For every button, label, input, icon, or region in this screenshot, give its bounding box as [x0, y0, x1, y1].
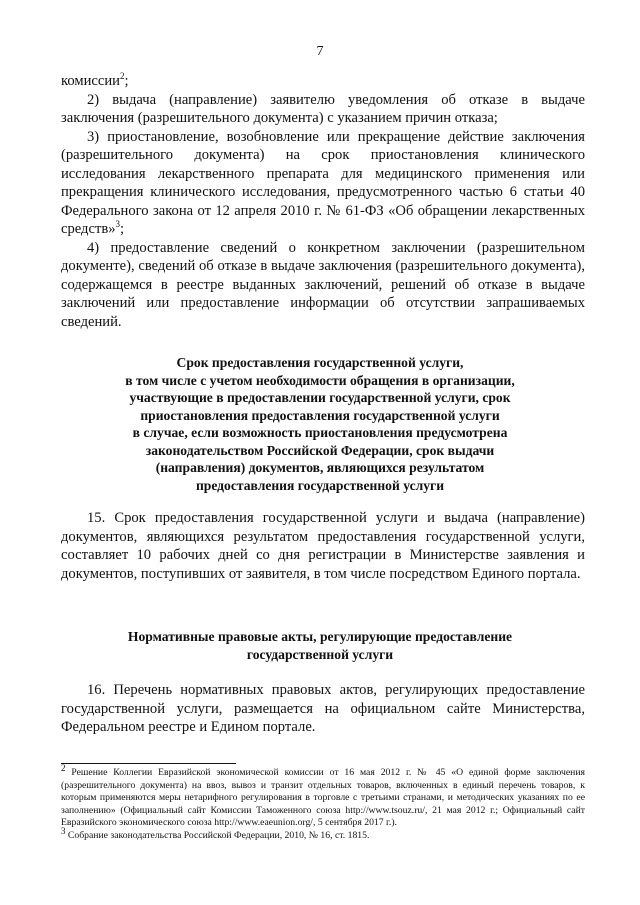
list-item-4: 4) предоставление сведений о конкретном заключении (разрешительном документе), сведений об отказе в выдаче заключения (разрешительного документа), содержащемся в реестре выданных заключений, решений об отказе в выдаче заключений или предоставление информации об отсутствии запрашиваемых сведений.	[61, 239, 585, 330]
heading-line: законодательством Российской Федерации, срок выдачи	[145, 442, 495, 458]
list-item-3-tail: ;	[120, 221, 125, 237]
heading-line: приостановления предоставления государственной услуги	[140, 407, 500, 423]
list-item-3	[61, 128, 585, 239]
footnote-separator	[61, 763, 236, 764]
section-heading-legal-acts	[70, 628, 570, 663]
list-item-3-text: 3) приостановление, возобновление или прекращение действие заключения (разрешительного документа) на срок приостановления клинического исследования лекарственного препарата для медицинского применения или прекращения клинического исследования, предусмотренного частью 6 статьи 40 Федерального закона от 12 апреля 2010 г. № 61-ФЗ «Об обращении лекарственных средств»	[61, 128, 585, 237]
footnote-mark-3: 3	[61, 825, 66, 836]
page-number: 7	[316, 44, 324, 59]
footnotes	[61, 762, 585, 842]
section-heading-term	[70, 354, 570, 494]
heading-line: Нормативные правовые акты, регулирующие предоставление	[127, 629, 513, 644]
heading-line: в том числе с учетом необходимости обращения в организации,	[125, 372, 515, 388]
paragraph-15-block	[61, 509, 585, 583]
enumerated-list	[61, 72, 585, 331]
footnote-3-text: Собрание законодательства Российской Федерации, 2010, № 16, ст. 1815.	[65, 829, 370, 841]
paragraph-15: 15. Срок предоставления государственной услуги и выдача (направление) документов, являющихся результатом предоставления государственной услуги, составляет 10 рабочих дней со дня регистрации в Министерстве заявления и документов, поступивших от заявителя, в том числе посредством Единого портала.	[61, 510, 585, 582]
footnote-2-text: Решение Коллегии Евразийской экономической комиссии от 16 мая 2012 г. № 45 «О единой форме заключения (разрешительного документа) на ввоз, вывоз и транзит отдельных товаров, включенных в единый перечень товаров, к которым применяются меры нетарифного регулирования в торговле с третьими странами, и методических указаниях по ее заполнению» (Официальный сайт Комиссии Таможенного союза http://www.tsouz.ru/, 21 мая 2012 г.; Официальный сайт Евразийского экономического союза http://www.eaeunion.org/, 5 сентября 2017 г.).	[61, 767, 585, 828]
footnote-2	[61, 762, 585, 830]
paragraph-16: 16. Перечень нормативных правовых актов, регулирующих предоставление государственной услуги, размещается на официальном сайте Министерства, Федеральном реестре и Едином портале.	[61, 682, 585, 735]
list-item-2: 2) выдача (направление) заявителю уведомления об отказе в выдаче заключения (разрешительного документа) с указанием причин отказа;	[61, 91, 585, 126]
footnote-mark-2: 2	[61, 762, 66, 773]
footnote-ref-2: 2	[120, 71, 125, 82]
continuation-tail: ;	[124, 73, 129, 89]
heading-line: (направления) документов, являющихся результатом	[155, 460, 485, 475]
heading-line: участвующие в предоставлении государственной услуги, срок	[129, 390, 511, 405]
heading-line: государственной услуги	[246, 646, 394, 662]
footnote-3	[61, 825, 585, 843]
heading-line: предоставления государственной услуги	[195, 477, 445, 493]
paragraph-16-block	[61, 681, 585, 737]
heading-line: в случае, если возможность приостановления предусмотрена	[132, 425, 508, 440]
continuation-text: комиссии	[61, 73, 120, 89]
continuation-line	[61, 72, 585, 91]
footnote-ref-3: 3	[115, 219, 121, 230]
heading-line: Срок предоставления государственной услуги,	[176, 355, 464, 370]
